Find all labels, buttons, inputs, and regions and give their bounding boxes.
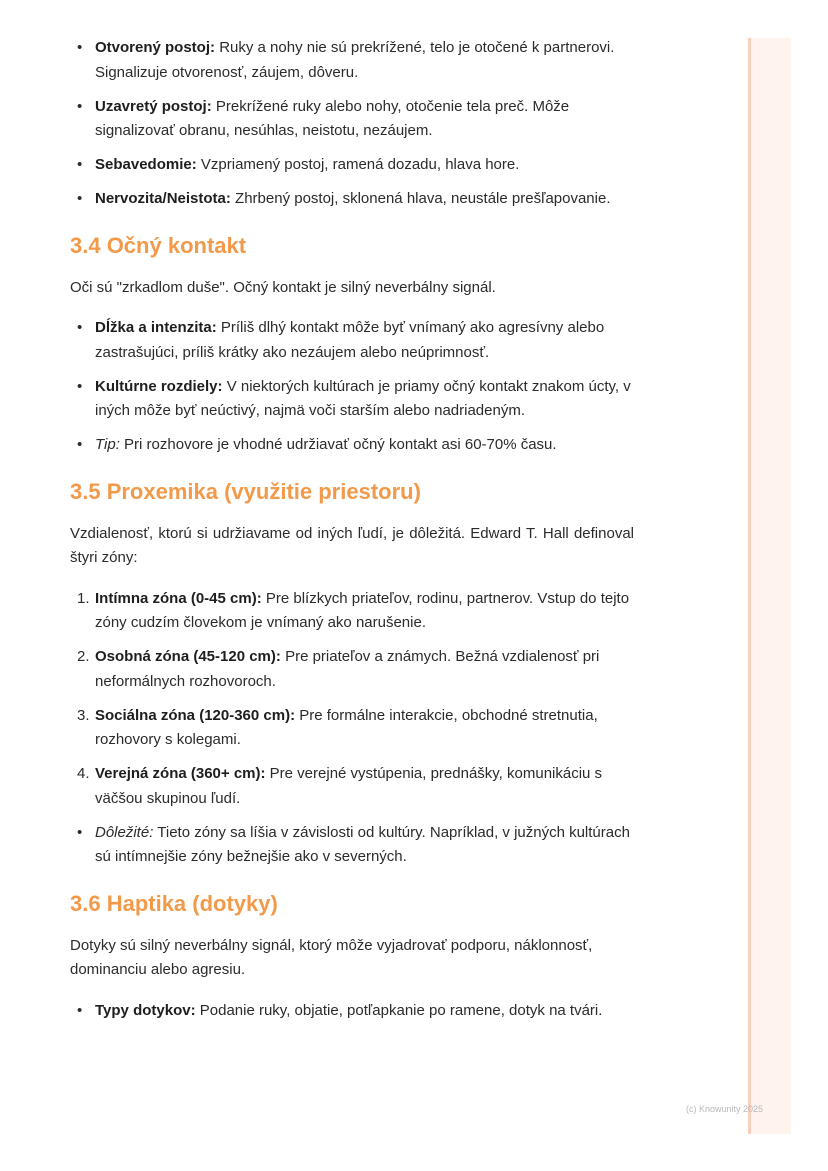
item-term: Typy dotykov: <box>95 1001 196 1019</box>
bullet-icon: • <box>77 190 83 207</box>
section-heading-3-4: 3.4 Očný kontakt <box>70 232 247 258</box>
bullet-icon: • <box>77 39 83 56</box>
section-heading-3-5: 3.5 Proxemika (využitie priestoru) <box>70 478 421 504</box>
list-item <box>70 316 634 365</box>
section-intro: Oči sú "zrkadlom duše". Očný kontakt je silný neverbálny signál. <box>70 278 496 296</box>
list-item <box>70 375 634 424</box>
item-term: Osobná zóna (45-120 cm): <box>95 648 281 665</box>
list-item <box>70 999 634 1024</box>
item-text: Zhrbený postoj, sklonená hlava, neustále prešľapovanie. <box>235 190 611 207</box>
bullet-icon: • <box>77 823 83 841</box>
item-term: Otvorený postoj: <box>95 39 216 56</box>
touch-list <box>70 999 634 1024</box>
bullet-icon: • <box>77 436 83 453</box>
list-item <box>70 95 634 144</box>
item-term: Sociálna zóna (120-360 cm): <box>95 706 296 724</box>
list-item <box>70 36 634 85</box>
item-number: 1. <box>77 589 90 607</box>
zone-note-list <box>70 821 634 870</box>
footer-copyright: (c) Knowunity 2025 <box>686 1104 764 1114</box>
item-number: 4. <box>77 765 90 782</box>
item-number: 3. <box>77 706 90 724</box>
eye-contact-list <box>70 316 634 458</box>
item-term: Uzavretý postoj: <box>95 97 212 115</box>
item-text: V niektorých kultúrach je priamy očný kontakt znakom úcty, v iných môže byť neúctivý, najmä voči starším alebo nadriadeným. <box>95 377 631 419</box>
list-item <box>70 704 634 753</box>
tip-label: Tip: <box>95 436 120 453</box>
item-term: Dĺžka a intenzita: <box>95 319 217 336</box>
bullet-icon: • <box>77 1001 83 1019</box>
tip-text: Pri rozhovore je vhodné udržiavať očný kontakt asi 60-70% času. <box>124 436 557 453</box>
posture-list <box>70 36 634 212</box>
item-text: Vzpriamený postoj, ramená dozadu, hlava hore. <box>200 156 520 173</box>
item-text: Pre verejné vystúpenia, prednášky, komunikáciu s väčšou skupinou ľudí. <box>95 765 603 807</box>
document-page <box>70 36 634 1033</box>
item-text: Ruky a nohy nie sú prekrížené, telo je otočené k partnerovi. Signalizuje otvorenosť, záujem, dôveru. <box>95 39 615 81</box>
bullet-icon: • <box>77 319 83 336</box>
side-margin-line <box>748 38 751 1134</box>
list-item <box>70 645 634 694</box>
item-text: Príliš dlhý kontakt môže byť vnímaný ako agresívny alebo zastrašujúci, príliš krátky ako nezáujem alebo neúprimnosť. <box>95 319 605 361</box>
item-term: Verejná zóna (360+ cm): <box>95 765 266 782</box>
list-item <box>70 762 634 811</box>
item-term: Nervozita/Neistota: <box>95 190 231 207</box>
item-term: Intímna zóna (0-45 cm): <box>95 589 262 607</box>
bullet-icon: • <box>77 377 83 395</box>
item-text: Podanie ruky, objatie, potľapkanie po ramene, dotyk na tvári. <box>199 1001 603 1019</box>
item-text: Prekrížené ruky alebo nohy, otočenie tela preč. Môže signalizovať obranu, nesúhlas, neistotu, nezáujem. <box>95 97 570 139</box>
section-heading-3-6: 3.6 Haptika (dotyky) <box>70 890 278 916</box>
item-number: 2. <box>77 648 90 665</box>
item-text: Pre formálne interakcie, obchodné stretnutia, rozhovory s kolegami. <box>95 706 598 748</box>
list-item <box>70 821 634 870</box>
note-label: Dôležité: <box>95 823 154 841</box>
item-term: Kultúrne rozdiely: <box>95 377 223 395</box>
bullet-icon: • <box>77 156 83 173</box>
section-intro: Dotyky sú silný neverbálny signál, ktorý môže vyjadrovať podporu, náklonnosť, dominanciu alebo agresiu. <box>70 936 593 978</box>
list-item <box>70 587 634 636</box>
bullet-icon: • <box>77 97 83 115</box>
zone-list <box>70 587 634 812</box>
section-intro: Vzdialenosť, ktorú si udržiavame od iných ľudí, je dôležitá. Edward T. Hall definoval štyri zóny: <box>70 524 634 566</box>
list-item <box>70 433 634 458</box>
item-text: Pre priateľov a známych. Bežná vzdialenosť pri neformálnych rozhovoroch. <box>95 648 600 690</box>
note-text: Tieto zóny sa líšia v závislosti od kultúry. Napríklad, v južných kultúrach sú intímnejšie zóny bežnejšie ako v severných. <box>95 823 630 865</box>
item-text: Pre blízkych priateľov, rodinu, partnerov. Vstup do tejto zóny cudzím človekom je vnímaný ako narušenie. <box>95 589 630 631</box>
list-item <box>70 187 634 212</box>
side-margin-panel <box>748 38 791 1134</box>
item-term: Sebavedomie: <box>95 156 197 173</box>
list-item <box>70 153 634 178</box>
